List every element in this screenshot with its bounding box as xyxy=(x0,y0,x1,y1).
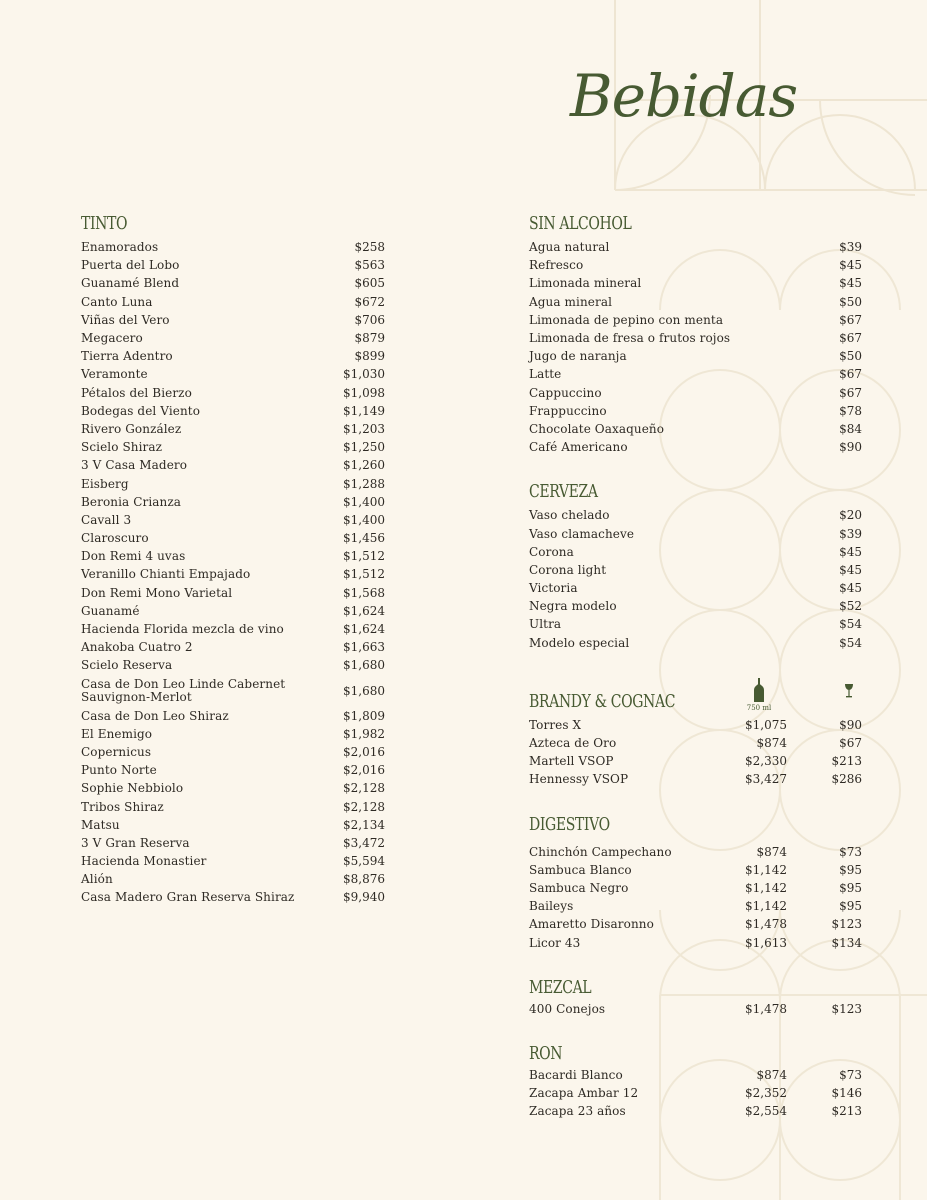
item-glass-price: $286 xyxy=(831,772,862,787)
item-name: Eisberg xyxy=(81,476,129,491)
menu-item-row xyxy=(81,238,385,256)
item-name: Vaso chelado xyxy=(529,508,610,523)
cerveza-list xyxy=(529,506,862,652)
left-column xyxy=(81,208,385,927)
item-price: $2,128 xyxy=(343,799,385,814)
menu-item-row xyxy=(81,493,385,511)
item-name: Cavall 3 xyxy=(81,512,132,527)
section-tinto xyxy=(81,208,385,907)
section-digestivo xyxy=(529,809,862,952)
item-name: Guanamé Blend xyxy=(81,276,180,291)
item-name: Casa de Don Leo Shiraz xyxy=(81,708,229,723)
menu-item-row xyxy=(529,347,862,365)
item-name: Scielo Reserva xyxy=(81,658,173,673)
menu-item-row xyxy=(529,543,862,561)
page-title: Bebidas xyxy=(570,62,798,130)
wine-bottle-icon xyxy=(754,678,764,702)
menu-item-row xyxy=(81,256,385,274)
item-name: Punto Norte xyxy=(81,763,157,778)
item-glass-price: $95 xyxy=(839,899,862,914)
item-bottle-price: $1,142 xyxy=(745,899,787,914)
menu-item-row xyxy=(81,438,385,456)
item-name: Pétalos del Bierzo xyxy=(81,385,192,400)
item-price: $1,624 xyxy=(343,603,385,618)
item-name: Sambuca Negro xyxy=(529,880,629,895)
item-price: $45 xyxy=(839,544,862,559)
menu-item-row xyxy=(529,752,862,770)
bottle-column-header xyxy=(739,678,779,712)
item-name: Latte xyxy=(529,367,562,382)
item-name: Hacienda Florida mezcla de vino xyxy=(81,622,284,637)
item-price: $879 xyxy=(354,331,385,346)
item-price: $9,940 xyxy=(343,890,385,905)
item-price: $1,512 xyxy=(343,549,385,564)
section-header xyxy=(529,809,862,835)
menu-item-row xyxy=(529,579,862,597)
menu-item-row xyxy=(81,797,385,815)
item-name: Bacardi Blanco xyxy=(529,1067,623,1082)
item-price: $90 xyxy=(839,440,862,455)
item-price: $45 xyxy=(839,581,862,596)
menu-item-row xyxy=(81,511,385,529)
item-bottle-price: $874 xyxy=(756,1067,787,1082)
item-price: $1,809 xyxy=(343,708,385,723)
item-glass-price: $67 xyxy=(839,736,862,751)
menu-item-row xyxy=(529,561,862,579)
menu-item-row xyxy=(529,420,862,438)
item-price: $2,134 xyxy=(343,817,385,832)
item-glass-price: $213 xyxy=(831,1104,862,1119)
item-price: $672 xyxy=(354,294,385,309)
item-name: Refresco xyxy=(529,258,584,273)
item-name: Veramonte xyxy=(81,367,148,382)
menu-item-row xyxy=(529,274,862,292)
item-name: Anakoba Cuatro 2 xyxy=(81,640,193,655)
menu-item-row xyxy=(81,547,385,565)
item-name: Sophie Nebbiolo xyxy=(81,781,184,796)
item-price: $1,400 xyxy=(343,512,385,527)
item-bottle-price: $2,554 xyxy=(745,1104,787,1119)
menu-item-row xyxy=(529,933,862,951)
item-name: Cappuccino xyxy=(529,385,602,400)
item-name: Hacienda Monastier xyxy=(81,854,207,869)
item-glass-price: $73 xyxy=(839,1067,862,1082)
item-name: Limonada mineral xyxy=(529,276,642,291)
menu-item-row xyxy=(81,274,385,292)
item-name: Don Remi Mono Varietal xyxy=(81,585,233,600)
menu-item-row xyxy=(81,852,385,870)
menu-item-row xyxy=(529,384,862,402)
menu-item-row xyxy=(81,365,385,383)
item-price: $50 xyxy=(839,294,862,309)
item-price: $67 xyxy=(839,312,862,327)
section-header xyxy=(529,972,862,998)
item-name: Zacapa 23 años xyxy=(529,1104,626,1119)
item-price: $1,149 xyxy=(343,403,385,418)
item-name: Licor 43 xyxy=(529,935,581,950)
item-name: Baileys xyxy=(529,899,574,914)
section-header xyxy=(529,1038,862,1064)
item-price: $1,568 xyxy=(343,585,385,600)
item-name: Agua natural xyxy=(529,240,610,255)
item-price: $54 xyxy=(839,635,862,650)
menu-item-row xyxy=(81,620,385,638)
item-bottle-price: $1,478 xyxy=(745,917,787,932)
menu-item-row xyxy=(81,707,385,725)
section-cerveza xyxy=(529,476,862,652)
menu-item-row xyxy=(529,634,862,652)
section-header xyxy=(529,208,862,234)
menu-item-row xyxy=(529,1066,862,1084)
item-glass-price: $213 xyxy=(831,754,862,769)
menu-item-row xyxy=(529,734,862,752)
menu-item-row xyxy=(529,843,862,861)
menu-item-row xyxy=(81,384,385,402)
item-price: $1,260 xyxy=(343,458,385,473)
bottle-size-label: 750 ml xyxy=(746,703,772,712)
item-name: Corona light xyxy=(529,562,607,577)
item-glass-price: $123 xyxy=(831,1001,862,1016)
item-price: $1,680 xyxy=(343,658,385,673)
menu-item-row xyxy=(529,238,862,256)
menu-item-row xyxy=(81,743,385,761)
menu-item-row xyxy=(81,456,385,474)
item-name: Bodegas del Viento xyxy=(81,403,201,418)
section-header xyxy=(529,476,862,502)
menu-item-row xyxy=(81,565,385,583)
item-price: $2,016 xyxy=(343,744,385,759)
item-name: Canto Luna xyxy=(81,294,153,309)
item-name: Modelo especial xyxy=(529,635,630,650)
item-price: $1,203 xyxy=(343,421,385,436)
item-price: $54 xyxy=(839,617,862,632)
item-name: 3 V Gran Reserva xyxy=(81,835,190,850)
item-glass-price: $123 xyxy=(831,917,862,932)
section-title: MEZCAL xyxy=(529,976,592,998)
section-header xyxy=(81,208,385,234)
item-name: Café Americano xyxy=(529,440,628,455)
item-name: Limonada de fresa o frutos rojos xyxy=(529,331,731,346)
item-price: $1,098 xyxy=(343,385,385,400)
menu-item-row xyxy=(81,725,385,743)
menu-item-row xyxy=(81,888,385,906)
menu-item-row xyxy=(81,675,385,707)
menu-item-row xyxy=(529,311,862,329)
menu-item-row xyxy=(529,524,862,542)
item-glass-price: $90 xyxy=(839,717,862,732)
item-name: Victoria xyxy=(529,581,578,596)
menu-item-row xyxy=(529,506,862,524)
item-name: Alión xyxy=(81,872,113,887)
section-header xyxy=(529,672,862,712)
item-name: Rivero González xyxy=(81,421,182,436)
item-name: Veranillo Chianti Empajado xyxy=(81,567,251,582)
item-name: Torres X xyxy=(529,717,582,732)
item-price: $67 xyxy=(839,331,862,346)
item-price: $2,016 xyxy=(343,763,385,778)
item-glass-price: $73 xyxy=(839,844,862,859)
section-title: DIGESTIVO xyxy=(529,813,610,835)
item-name: 400 Conejos xyxy=(529,1001,606,1016)
item-name: Chinchón Campechano xyxy=(529,844,672,859)
item-price: $706 xyxy=(354,312,385,327)
menu-item-row xyxy=(81,834,385,852)
item-price: $1,400 xyxy=(343,494,385,509)
menu-item-row xyxy=(529,1102,862,1120)
menu-item-row xyxy=(529,716,862,734)
item-name: Frappuccino xyxy=(529,403,607,418)
right-column xyxy=(529,208,862,1140)
item-price: $45 xyxy=(839,562,862,577)
menu-item-row xyxy=(529,438,862,456)
item-name: Negra modelo xyxy=(529,599,617,614)
item-name: Jugo de naranja xyxy=(529,349,627,364)
item-price: $8,876 xyxy=(343,872,385,887)
menu-item-row xyxy=(81,474,385,492)
menu-item-row xyxy=(81,293,385,311)
menu-item-row xyxy=(529,293,862,311)
item-name: Puerta del Lobo xyxy=(81,258,180,273)
item-price: $1,512 xyxy=(343,567,385,582)
item-price: $39 xyxy=(839,240,862,255)
section-title: SIN ALCOHOL xyxy=(529,213,632,234)
item-price: $78 xyxy=(839,403,862,418)
menu-item-row xyxy=(81,529,385,547)
ron-list xyxy=(529,1066,862,1121)
brandy-list xyxy=(529,716,862,789)
menu-item-row xyxy=(529,365,862,383)
item-price: $1,624 xyxy=(343,622,385,637)
item-name: Sambuca Blanco xyxy=(529,862,632,877)
item-glass-price: $134 xyxy=(831,935,862,950)
item-bottle-price: $2,330 xyxy=(745,754,787,769)
menu-item-row xyxy=(529,402,862,420)
item-price: $1,288 xyxy=(343,476,385,491)
section-brandy xyxy=(529,672,862,789)
item-name: Hennessy VSOP xyxy=(529,772,629,787)
item-bottle-price: $1,478 xyxy=(745,1001,787,1016)
item-bottle-price: $1,142 xyxy=(745,880,787,895)
menu-item-row xyxy=(81,402,385,420)
item-price: $50 xyxy=(839,349,862,364)
menu-item-row xyxy=(81,329,385,347)
item-price: $258 xyxy=(354,240,385,255)
digestivo-list xyxy=(529,843,862,952)
item-bottle-price: $874 xyxy=(756,736,787,751)
item-name: Tribos Shiraz xyxy=(81,799,164,814)
item-name: Matsu xyxy=(81,817,120,832)
item-price: $563 xyxy=(354,258,385,273)
item-name: Claroscuro xyxy=(81,531,149,546)
item-glass-price: $146 xyxy=(831,1086,862,1101)
menu-item-row xyxy=(81,656,385,674)
item-price: $67 xyxy=(839,367,862,382)
item-name: Guanamé xyxy=(81,603,140,618)
item-price: $605 xyxy=(354,276,385,291)
item-price: $1,982 xyxy=(343,726,385,741)
item-name: Vaso clamacheve xyxy=(529,526,635,541)
section-mezcal xyxy=(529,972,862,1018)
item-name: Don Remi 4 uvas xyxy=(81,549,186,564)
item-name: Beronia Crianza xyxy=(81,494,182,509)
menu-item-row xyxy=(529,329,862,347)
menu-item-row xyxy=(81,420,385,438)
menu-item-row xyxy=(81,779,385,797)
item-bottle-price: $1,142 xyxy=(745,862,787,877)
section-title: BRANDY & COGNAC xyxy=(529,690,676,712)
menu-item-row xyxy=(529,1084,862,1102)
item-name: Ultra xyxy=(529,617,562,632)
wine-glass-icon xyxy=(844,684,854,698)
item-name: Scielo Shiraz xyxy=(81,440,163,455)
item-price: $5,594 xyxy=(343,854,385,869)
menu-item-row xyxy=(81,602,385,620)
menu-item-row xyxy=(81,347,385,365)
item-price: $1,680 xyxy=(343,683,385,698)
menu-item-row xyxy=(81,761,385,779)
menu-item-row xyxy=(529,1000,862,1018)
mezcal-list xyxy=(529,1000,862,1018)
glass-column-header xyxy=(787,684,862,712)
menu-item-row xyxy=(529,615,862,633)
item-name: Viñas del Vero xyxy=(81,312,170,327)
item-name: Chocolate Oaxaqueño xyxy=(529,421,665,436)
item-name: Martell VSOP xyxy=(529,754,614,769)
section-ron xyxy=(529,1038,862,1121)
item-bottle-price: $1,613 xyxy=(745,935,787,950)
item-price: $1,030 xyxy=(343,367,385,382)
menu-item-row xyxy=(529,597,862,615)
item-bottle-price: $1,075 xyxy=(745,717,787,732)
menu-item-row xyxy=(81,584,385,602)
menu-item-row xyxy=(529,897,862,915)
item-name: Casa de Don Leo Linde Cabernet Sauvignon-Merlot xyxy=(81,676,286,704)
item-price: $45 xyxy=(839,276,862,291)
item-name: Megacero xyxy=(81,331,143,346)
item-price: $1,456 xyxy=(343,531,385,546)
menu-item-row xyxy=(529,770,862,788)
item-price: $2,128 xyxy=(343,781,385,796)
menu-item-row xyxy=(81,311,385,329)
menu-item-row xyxy=(529,861,862,879)
item-name: Azteca de Oro xyxy=(529,736,617,751)
item-bottle-price: $2,352 xyxy=(745,1086,787,1101)
menu-item-row xyxy=(529,915,862,933)
item-price: $39 xyxy=(839,526,862,541)
menu-item-row xyxy=(81,816,385,834)
item-name: Limonada de pepino con menta xyxy=(529,312,724,327)
menu-item-row xyxy=(81,638,385,656)
section-title: RON xyxy=(529,1042,563,1064)
section-sin-alcohol xyxy=(529,208,862,456)
item-name: Enamorados xyxy=(81,240,159,255)
item-price: $52 xyxy=(839,599,862,614)
section-title: CERVEZA xyxy=(529,481,598,503)
sin-alcohol-list xyxy=(529,238,862,456)
item-price: $84 xyxy=(839,421,862,436)
item-price: $1,663 xyxy=(343,640,385,655)
item-bottle-price: $3,427 xyxy=(745,772,787,787)
item-price: $3,472 xyxy=(343,835,385,850)
menu-item-row xyxy=(529,879,862,897)
item-name: Amaretto Disaronno xyxy=(529,917,654,932)
item-bottle-price: $874 xyxy=(756,844,787,859)
item-name: El Enemigo xyxy=(81,726,153,741)
item-glass-price: $95 xyxy=(839,880,862,895)
item-name: Tierra Adentro xyxy=(81,349,173,364)
item-name: Casa Madero Gran Reserva Shiraz xyxy=(81,890,295,905)
item-price: $67 xyxy=(839,385,862,400)
item-price: $20 xyxy=(839,508,862,523)
item-name: Agua mineral xyxy=(529,294,613,309)
item-glass-price: $95 xyxy=(839,862,862,877)
section-title: TINTO xyxy=(81,213,128,234)
item-name: Zacapa Ambar 12 xyxy=(529,1086,639,1101)
item-name: 3 V Casa Madero xyxy=(81,458,188,473)
item-price: $899 xyxy=(354,349,385,364)
menu-item-row xyxy=(81,870,385,888)
tinto-list xyxy=(81,238,385,907)
menu-item-row xyxy=(529,256,862,274)
item-price: $1,250 xyxy=(343,440,385,455)
item-name: Corona xyxy=(529,544,574,559)
item-price: $45 xyxy=(839,258,862,273)
item-name: Copernicus xyxy=(81,744,152,759)
